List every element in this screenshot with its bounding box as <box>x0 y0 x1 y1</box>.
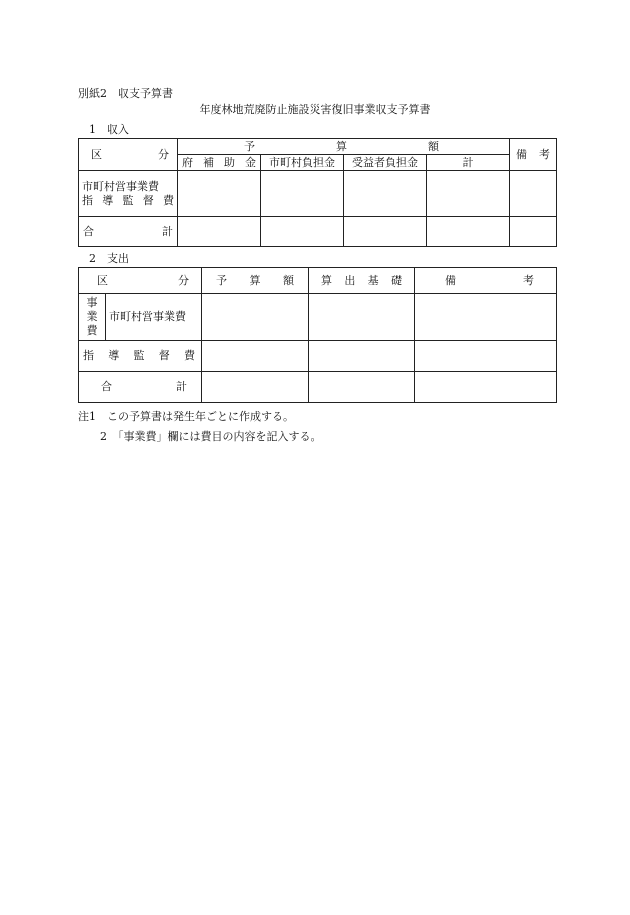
income-cell <box>510 171 557 217</box>
expense-cell <box>202 294 309 341</box>
expense-remarks-header: 備 考 <box>415 268 557 294</box>
income-cell <box>261 217 344 247</box>
income-cell <box>344 217 427 247</box>
income-cell <box>261 171 344 217</box>
income-table <box>78 138 557 247</box>
expense-section-label: 2 支出 <box>89 252 129 265</box>
beneficiary-burden-header: 受益者負担金 <box>344 155 427 171</box>
project-cost-vertical-label: 事 業 費 <box>79 294 106 341</box>
attachment-label: 別紙2 収支予算書 <box>78 87 173 100</box>
income-cell <box>178 171 261 217</box>
municipal-burden-header: 市町村負担金 <box>261 155 344 171</box>
expense-cell <box>415 294 557 341</box>
income-cell <box>510 217 557 247</box>
expense-cell <box>309 294 415 341</box>
income-remarks-header: 備 考 <box>510 139 557 171</box>
expense-cell <box>415 372 557 403</box>
income-total-row-label: 合 計 <box>79 217 178 247</box>
expense-cell <box>309 372 415 403</box>
expense-cell <box>202 341 309 372</box>
income-budget-header: 予 算 額 <box>178 139 510 155</box>
income-cell <box>427 171 510 217</box>
income-category-header: 区 分 <box>79 139 178 171</box>
document-title: 年度林地荒廃防止施設災害復旧事業収支予算書 <box>199 103 431 116</box>
income-total-header: 計 <box>427 155 510 171</box>
income-cell <box>178 217 261 247</box>
expense-cell <box>309 341 415 372</box>
expense-budget-header: 予 算 額 <box>202 268 309 294</box>
income-section-label: 1 収入 <box>89 123 129 136</box>
expense-cell <box>202 372 309 403</box>
expense-category-header: 区 分 <box>79 268 202 294</box>
income-cell <box>427 217 510 247</box>
note-1: 注1 この予算書は発生年ごとに作成する。 <box>78 410 294 423</box>
expense-table <box>78 267 557 403</box>
expense-total-row-label: 合 計 <box>79 372 202 403</box>
calculation-basis-header: 算 出 基 礎 <box>309 268 415 294</box>
expense-cell <box>415 341 557 372</box>
supervision-cost-label: 指 導 監 督 費 <box>79 341 202 372</box>
income-project-row-label: 市町村営事業費 指 導 監 督 費 <box>79 171 178 217</box>
subsidy-header: 府 補 助 金 <box>178 155 261 171</box>
municipal-project-label: 市町村営事業費 <box>106 294 202 341</box>
note-2: 2 「事業費」欄には費目の内容を記入する。 <box>100 430 322 443</box>
income-cell <box>344 171 427 217</box>
